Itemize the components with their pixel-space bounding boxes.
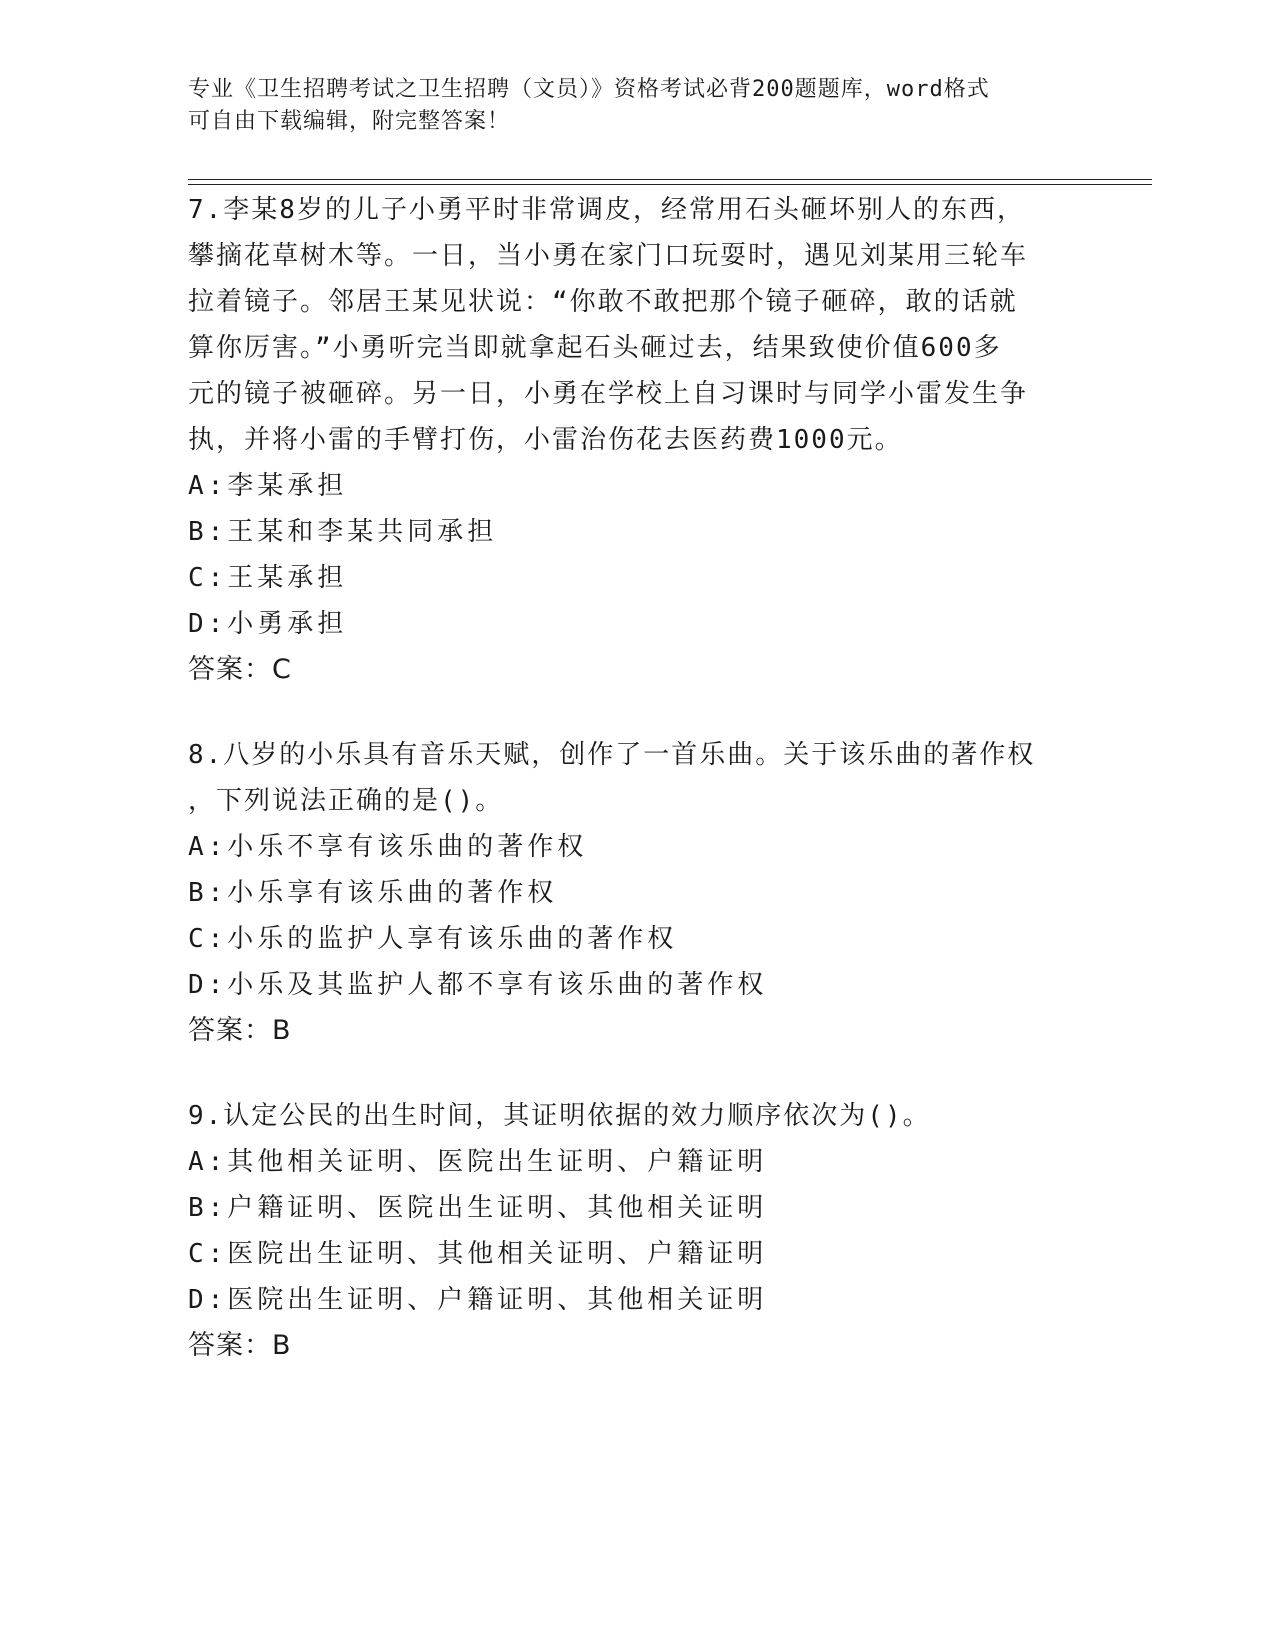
question-9 [188,1093,1068,1369]
question-stem-line: 7.李某8岁的儿子小勇平时非常调皮，经常用石头砸坏别人的东西， [188,195,1025,225]
question-stem-line: ，下列说法正确的是()。 [188,786,504,816]
question-8 [188,732,1068,1054]
question-stem-line: 执，并将小雷的手臂打伤，小雷治伤花去医药费1000元。 [188,425,903,455]
option-d: D:小乐及其监护人都不享有该乐曲的著作权 [188,970,768,1000]
page-header [188,74,1088,138]
option-b: B:户籍证明、医院出生证明、其他相关证明 [188,1193,768,1223]
header-rule-bottom [188,184,1152,185]
answer-line: 答案：C [188,654,292,685]
question-stem-line: 算你厉害。”小勇听完当即就拿起石头砸过去，结果致使价值600多 [188,333,1002,363]
option-a: A:其他相关证明、医院出生证明、户籍证明 [188,1147,768,1177]
option-b: B:王某和李某共同承担 [188,517,498,547]
question-stem-line: 攀摘花草树木等。一日，当小勇在家门口玩耍时，遇见刘某用三轮车 [188,241,1029,271]
header-line-1: 专业《卫生招聘考试之卫生招聘（文员）》资格考试必背200题题库，word格式 [188,77,990,102]
answer-line: 答案：B [188,1330,292,1361]
option-c: C:王某承担 [188,563,348,593]
answer-line: 答案：B [188,1015,292,1046]
option-c: C:小乐的监护人享有该乐曲的著作权 [188,924,678,954]
question-7 [188,187,1068,693]
option-d: D:医院出生证明、户籍证明、其他相关证明 [188,1285,768,1315]
question-stem-line: 8.八岁的小乐具有音乐天赋，创作了一首乐曲。关于该乐曲的著作权 [188,740,1036,770]
question-stem-line: 元的镜子被砸碎。另一日，小勇在学校上自习课时与同学小雷发生争 [188,379,1029,409]
header-rule-top [188,179,1152,180]
question-stem-line: 拉着镜子。邻居王某见状说：“你敢不敢把那个镜子砸碎，敢的话就 [188,287,1018,317]
option-a: A:小乐不享有该乐曲的著作权 [188,832,588,862]
option-b: B:小乐享有该乐曲的著作权 [188,878,558,908]
header-line-2: 可自由下载编辑，附完整答案！ [188,109,511,134]
option-d: D:小勇承担 [188,609,348,639]
option-c: C:医院出生证明、其他相关证明、户籍证明 [188,1239,768,1269]
option-a: A:李某承担 [188,471,348,501]
question-stem-line: 9.认定公民的出生时间，其证明依据的效力顺序依次为()。 [188,1101,931,1131]
